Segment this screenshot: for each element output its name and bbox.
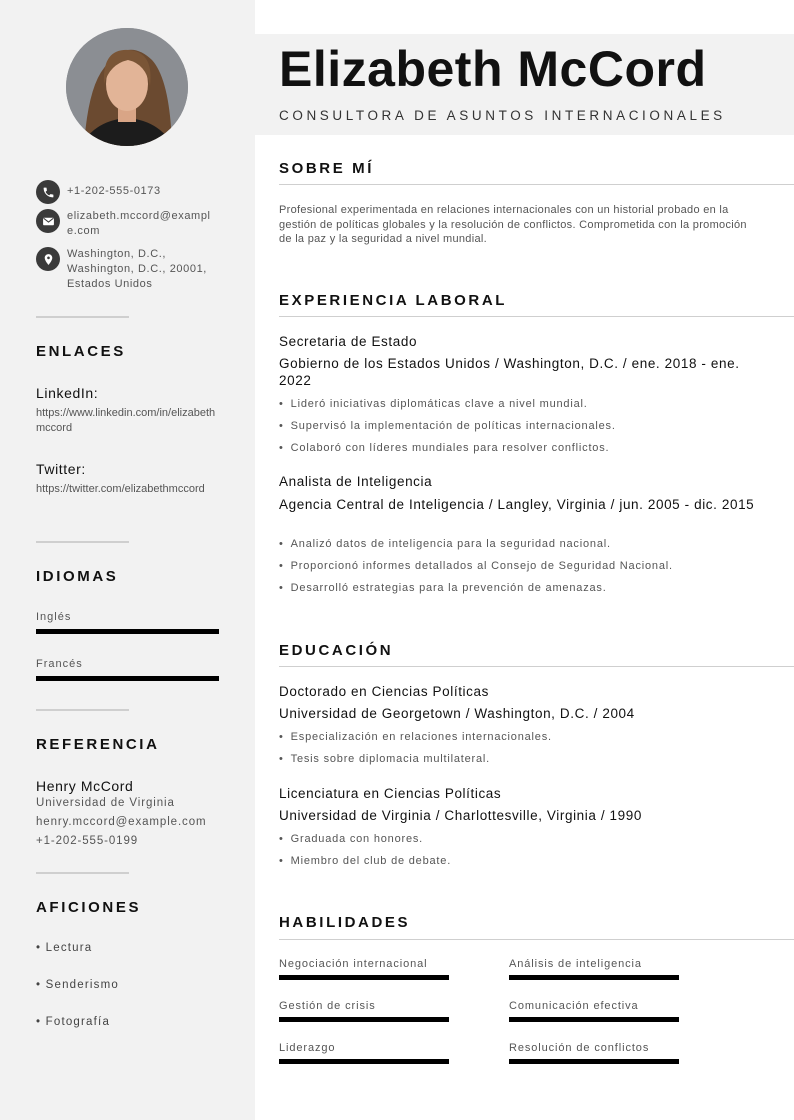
languages-heading: IDIOMAS bbox=[36, 568, 119, 585]
phone-icon bbox=[36, 180, 60, 204]
list-item: • Proporcionó informes detallados al Consejo de Seguridad Nacional. bbox=[279, 560, 673, 572]
degree-title: Licenciatura en Ciencias Políticas bbox=[279, 786, 502, 801]
divider bbox=[36, 541, 129, 543]
skill-label: Resolución de conflictos bbox=[509, 1042, 650, 1054]
divider bbox=[36, 316, 129, 318]
linkedin-label: LinkedIn: bbox=[36, 385, 99, 401]
degree-subtitle: Universidad de Virginia / Charlottesville, Virginia / 1990 bbox=[279, 808, 642, 823]
divider bbox=[36, 872, 129, 874]
section-rule bbox=[279, 666, 794, 667]
reference-org: Universidad de Virginia bbox=[36, 797, 175, 809]
language-english-bar bbox=[36, 629, 219, 634]
degree-subtitle: Universidad de Georgetown / Washington, D.C. / 2004 bbox=[279, 706, 635, 721]
skill-bar bbox=[509, 1017, 679, 1022]
list-item: • Supervisó la implementación de políticas internacionales. bbox=[279, 420, 616, 432]
skill-bar bbox=[509, 975, 679, 980]
twitter-label: Twitter: bbox=[36, 461, 86, 477]
reference-heading: REFERENCIA bbox=[36, 736, 160, 753]
reference-name: Henry McCord bbox=[36, 778, 134, 794]
hobbies-heading: AFICIONES bbox=[36, 899, 142, 916]
language-french-label: Francés bbox=[36, 658, 83, 670]
about-heading: SOBRE MÍ bbox=[279, 160, 374, 177]
job-title: CONSULTORA DE ASUNTOS INTERNACIONALES bbox=[279, 108, 726, 123]
contact-email bbox=[36, 209, 217, 239]
contact-phone bbox=[36, 180, 217, 204]
twitter-link[interactable]: https://twitter.com/elizabethmccord bbox=[36, 483, 205, 495]
section-rule bbox=[279, 316, 794, 317]
list-item: • Graduada con honores. bbox=[279, 833, 423, 845]
experience-heading: EXPERIENCIA LABORAL bbox=[279, 292, 508, 309]
job-subtitle: Agencia Central de Inteligencia / Langley, Virginia / jun. 2005 - dic. 2015 bbox=[279, 497, 755, 512]
hobby-item: • Senderismo bbox=[36, 979, 119, 991]
list-item: • Lideró iniciativas diplomáticas clave a nivel mundial. bbox=[279, 398, 588, 410]
email-text[interactable]: elizabeth.mccord@example.com bbox=[67, 210, 211, 237]
avatar bbox=[66, 28, 188, 146]
language-french-bar bbox=[36, 676, 219, 681]
list-item: • Tesis sobre diplomacia multilateral. bbox=[279, 753, 490, 765]
education-heading: EDUCACIÓN bbox=[279, 642, 394, 659]
divider bbox=[36, 709, 129, 711]
links-heading: ENLACES bbox=[36, 343, 126, 360]
linkedin-link[interactable]: https://www.linkedin.com/in/elizabethmccord bbox=[36, 407, 216, 434]
email-icon bbox=[36, 209, 60, 233]
job-title: Secretaria de Estado bbox=[279, 334, 418, 349]
degree-title: Doctorado en Ciencias Políticas bbox=[279, 684, 489, 699]
job-title: Analista de Inteligencia bbox=[279, 474, 433, 489]
address-text: Washington, D.C., Washington, D.C., 20001, Estados Unidos bbox=[67, 248, 207, 290]
phone-text: +1-202-555-0173 bbox=[67, 185, 161, 197]
section-rule bbox=[279, 184, 794, 185]
skill-label: Gestión de crisis bbox=[279, 1000, 376, 1012]
language-english-label: Inglés bbox=[36, 611, 72, 623]
skill-label: Negociación internacional bbox=[279, 958, 428, 970]
list-item: • Colaboró con líderes mundiales para resolver conflictos. bbox=[279, 442, 609, 454]
about-text: Profesional experimentada en relaciones internacionales con un historial probado en la gestión de políticas globales y la resolución de conflictos. Comprometida con la promoción de la paz y la seguridad a nivel mundial. bbox=[279, 204, 747, 245]
person-name: Elizabeth McCord bbox=[279, 41, 707, 97]
skill-label: Liderazgo bbox=[279, 1042, 336, 1054]
hobby-item: • Fotografía bbox=[36, 1016, 111, 1028]
skill-bar bbox=[279, 1059, 449, 1064]
skills-heading: HABILIDADES bbox=[279, 914, 411, 931]
hobby-item: • Lectura bbox=[36, 942, 93, 954]
skill-bar bbox=[279, 975, 449, 980]
section-rule bbox=[279, 939, 794, 940]
contact-address bbox=[36, 247, 217, 292]
skill-label: Comunicación efectiva bbox=[509, 1000, 639, 1012]
skill-label: Análisis de inteligencia bbox=[509, 958, 642, 970]
job-subtitle: Gobierno de los Estados Unidos / Washington, D.C. / ene. 2018 - ene. 2022 bbox=[279, 356, 740, 388]
list-item: • Especialización en relaciones internacionales. bbox=[279, 731, 552, 743]
reference-email[interactable]: henry.mccord@example.com bbox=[36, 816, 207, 828]
list-item: • Miembro del club de debate. bbox=[279, 855, 451, 867]
skill-bar bbox=[279, 1017, 449, 1022]
skill-bar bbox=[509, 1059, 679, 1064]
list-item: • Analizó datos de inteligencia para la seguridad nacional. bbox=[279, 538, 611, 550]
reference-phone: +1-202-555-0199 bbox=[36, 835, 139, 847]
list-item: • Desarrolló estrategias para la prevención de amenazas. bbox=[279, 582, 607, 594]
location-pin-icon bbox=[36, 247, 60, 271]
